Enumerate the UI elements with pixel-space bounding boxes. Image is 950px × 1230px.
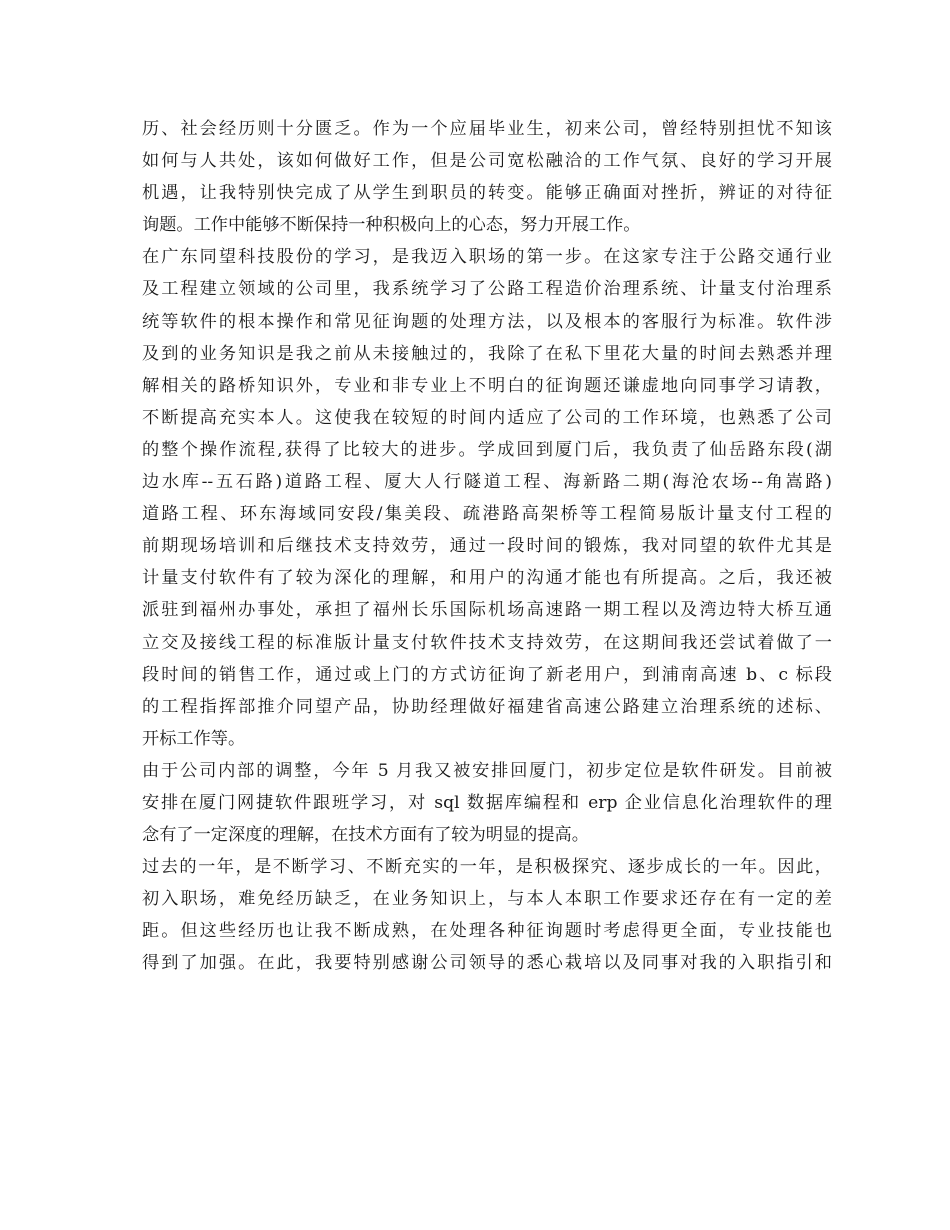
text-line: 过去的一年，是不断学习、不断充实的一年，是积极探究、逐步成长的一年。因此， <box>142 857 832 878</box>
text-line: 解相关的路桥知识外，专业和非专业上不明白的征询题还谦虚地向同事学习请教， <box>142 375 832 396</box>
text-line: 的整个操作流程,获得了比较大的进步。学成回到厦门后，我负责了仙岳路东段(湖 <box>142 439 832 460</box>
text-line: 边水库--五石路)道路工程、厦大人行隧道工程、海新路二期(海沧农场--角嵩路) <box>142 472 832 493</box>
text-line: 及到的业务知识是我之前从未接触过的，我除了在私下里花大量的时间去熟悉并理 <box>142 343 832 364</box>
text-line: 历、社会经历则十分匮乏。作为一个应届毕业生，初来公司，曾经特别担忧不知该 <box>142 119 832 139</box>
text-line: 由于公司内部的调整，今年 5 月我又被安排回厦门，初步定位是软件研发。目前被 <box>142 760 832 781</box>
paragraph <box>142 113 832 241</box>
text-line: 初入职场，难免经历缺乏，在业务知识上，与本人本职工作要求还存在有一定的差 <box>142 889 832 910</box>
text-line: 前期现场培训和后继技术支持效劳，通过一段时间的锻炼，我对同望的软件尤其是 <box>142 536 832 557</box>
text-line: 道路工程、环东海域同安段/集美段、疏港路高架桥等工程简易版计量支付工程的 <box>142 504 832 525</box>
text-line: 如何与人共处，该如何做好工作，但是公司宽松融洽的工作气氛、良好的学习开展 <box>142 151 832 172</box>
text-line: 的工程指挥部推介同望产品，协助经理做好福建省高速公路建立治理系统的述标、 <box>142 696 832 717</box>
text-line: 不断提高充实本人。这使我在较短的时间内适应了公司的工作环境，也熟悉了公司 <box>142 407 832 428</box>
text-line: 得到了加强。在此，我要特别感谢公司领导的悉心栽培以及同事对我的入职指引和 <box>142 953 832 974</box>
text-line: 统等软件的根本操作和常见征询题的处理方法，以及根本的客服行为标准。软件涉 <box>142 311 832 332</box>
document-page <box>142 113 832 980</box>
text-line: 派驻到福州办事处，承担了福州长乐国际机场高速路一期工程以及湾边特大桥互通 <box>142 600 832 621</box>
text-line: 安排在厦门网捷软件跟班学习，对 sql 数据库编程和 erp 企业信息化治理软件的理 <box>142 792 832 813</box>
text-line: 及工程建立领域的公司里，我系统学习了公路工程造价治理系统、计量支付治理系 <box>142 279 832 300</box>
text-line: 距。但这些经历也让我不断成熟，在处理各种征询题时考虑得更全面，专业技能也 <box>142 921 832 942</box>
paragraph <box>142 851 832 979</box>
text-line: 询题。工作中能够不断保持一种积极向上的心态，努力开展工作。 <box>142 215 641 236</box>
paragraph <box>142 241 832 755</box>
text-line: 机遇，让我特别快完成了从学生到职员的转变。能够正确面对挫折，辨证的对待征 <box>142 183 832 204</box>
text-line: 计量支付软件有了较为深化的理解，和用户的沟通才能也有所提高。之后，我还被 <box>142 568 832 589</box>
text-line: 在广东同望科技股份的学习，是我迈入职场的第一步。在这家专注于公路交通行业 <box>142 247 832 268</box>
paragraph <box>142 755 832 851</box>
text-line: 立交及接线工程的标准版计量支付软件技术支持效劳，在这期间我还尝试着做了一 <box>142 632 832 653</box>
text-line: 段时间的销售工作，通过或上门的方式访征询了新老用户，到浦南高速 b、c 标段 <box>142 664 832 685</box>
text-line: 开标工作等。 <box>142 728 246 749</box>
text-line: 念有了一定深度的理解，在技术方面有了较为明显的提高。 <box>142 825 589 846</box>
